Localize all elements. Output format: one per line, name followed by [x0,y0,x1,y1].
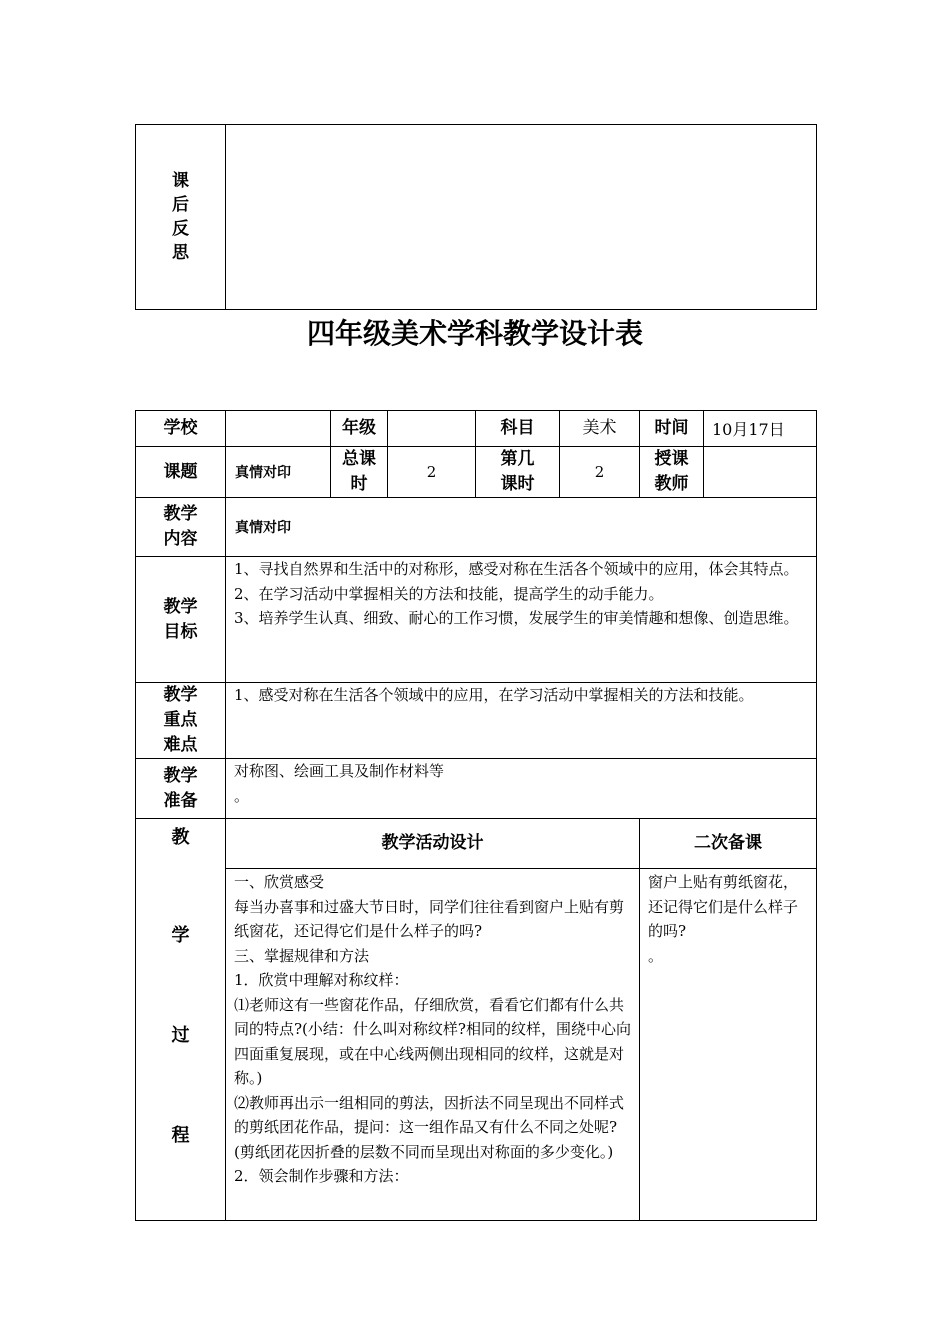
process-header-row [136,819,817,869]
preparation-label-line: 教学 [163,765,198,786]
key-points-label [136,683,226,759]
key-points-label-line: 难点 [163,735,198,755]
teacher-value[interactable] [704,447,817,498]
preparation-label-line: 准备 [163,790,198,811]
reflection-label-char: 思 [172,243,189,263]
activity-line: ⑵教师再出示一组相同的剪法，因折法不同呈现出不同样式的剪纸团花作品，提问：这一组作品又有什么不同之处呢?(剪纸团花因折叠的层数不同而呈现出对称面的多少变化。) [234,1093,625,1161]
preparation-content[interactable] [226,759,817,819]
teacher-label-line: 授课 [654,449,689,469]
school-label: 学校 [136,411,226,447]
total-lessons-label-line: 总课 [342,449,376,469]
process-label-char: 过 [171,1025,190,1046]
preparation-line: 对称图、绘画工具及制作材料等 [234,762,445,780]
activity-design-content[interactable] [226,869,640,1221]
second-prep-line: 。 [648,946,664,965]
header-row [136,411,817,447]
time-value[interactable]: 10月17日 [704,411,817,447]
reflection-label-char: 反 [172,219,189,239]
process-label-char: 教 [171,827,190,848]
total-lessons-label-line: 时 [350,474,368,494]
lesson-number-label-line: 第几 [500,449,535,469]
goals-label [136,557,226,683]
activity-line: ⑴老师这有一些窗花作品，仔细欣赏，看看它们都有什么共同的特点?(小结：什么叫对称纹样?相同的纹样，围绕中心向四面重复展现，或在中心线两侧出现相同的纹样，这就是对称。) [234,995,631,1087]
reflection-content[interactable] [226,125,817,310]
key-points-label-line: 重点 [163,710,198,730]
grade-value[interactable] [388,411,476,447]
key-points-row [136,683,817,759]
goals-label-line: 教学 [163,596,198,617]
second-prep-line: 窗户上贴有剪纸窗花，还记得它们是什么样子的吗? [648,873,799,940]
reflection-label [136,125,226,310]
key-points-label-line: 教学 [163,685,198,705]
preparation-line: 。 [234,786,250,805]
lesson-number-value[interactable]: 2 [560,447,640,498]
second-preparation-header: 二次备课 [640,819,817,869]
activity-line: 每当办喜事和过盛大节日时，同学们往往看到窗户上贴有剪纸窗花，还记得它们是什么样子的吗? [234,897,625,940]
activity-design-header: 教学活动设计 [226,819,640,869]
activity-line: 1．欣赏中理解对称纹样： [234,971,409,989]
lesson-design-table [135,410,817,1221]
content-row [136,498,817,557]
second-preparation-content[interactable] [640,869,817,1221]
content-label-line: 教学 [163,504,198,524]
goal-item: 2、在学习活动中掌握相关的方法和技能，提高学生的动手能力。 [234,584,664,603]
teacher-label [640,447,704,498]
goals-row [136,557,817,683]
reflection-label-char: 课 [172,171,189,191]
activity-line: 2．领会制作步骤和方法： [234,1167,409,1185]
subject-label: 科目 [476,411,560,447]
lesson-number-label-line: 课时 [500,474,535,494]
reflection-label-char: 后 [172,195,189,215]
activity-line: 三、掌握规律和方法 [234,946,370,965]
topic-label: 课题 [136,447,226,498]
activity-line: 一、欣赏感受 [234,873,325,891]
content-label [136,498,226,557]
reflection-table [135,124,817,310]
key-points-value[interactable]: 1、感受对称在生活各个领域中的应用，在学习活动中掌握相关的方法和技能。 [226,683,817,759]
teacher-label-line: 教师 [654,474,689,494]
time-label: 时间 [640,411,704,447]
content-label-line: 内容 [163,529,198,549]
topic-row [136,447,817,498]
school-value[interactable] [226,411,331,447]
goals-content[interactable] [226,557,817,683]
process-body-row [136,869,817,1221]
preparation-label [136,759,226,819]
total-lessons-value[interactable]: 2 [388,447,476,498]
total-lessons-label [331,447,388,498]
document-title: 四年级美术学科教学设计表 [306,317,643,350]
content-value[interactable]: 真情对印 [226,498,817,557]
goals-label-line: 目标 [163,621,198,642]
process-label-char: 程 [171,1125,190,1146]
grade-label: 年级 [331,411,388,447]
process-label-char: 学 [171,925,190,946]
preparation-row [136,759,817,819]
goal-item: 3、培养学生认真、细致、耐心的工作习惯，发展学生的审美情趣和想像、创造思维。 [234,609,799,627]
goal-item: 1、寻找自然界和生活中的对称形，感受对称在生活各个领域中的应用，体会其特点。 [234,560,799,578]
topic-value[interactable]: 真情对印 [226,447,331,498]
subject-value[interactable]: 美术 [560,411,640,447]
lesson-number-label [476,447,560,498]
process-label [136,819,226,1221]
